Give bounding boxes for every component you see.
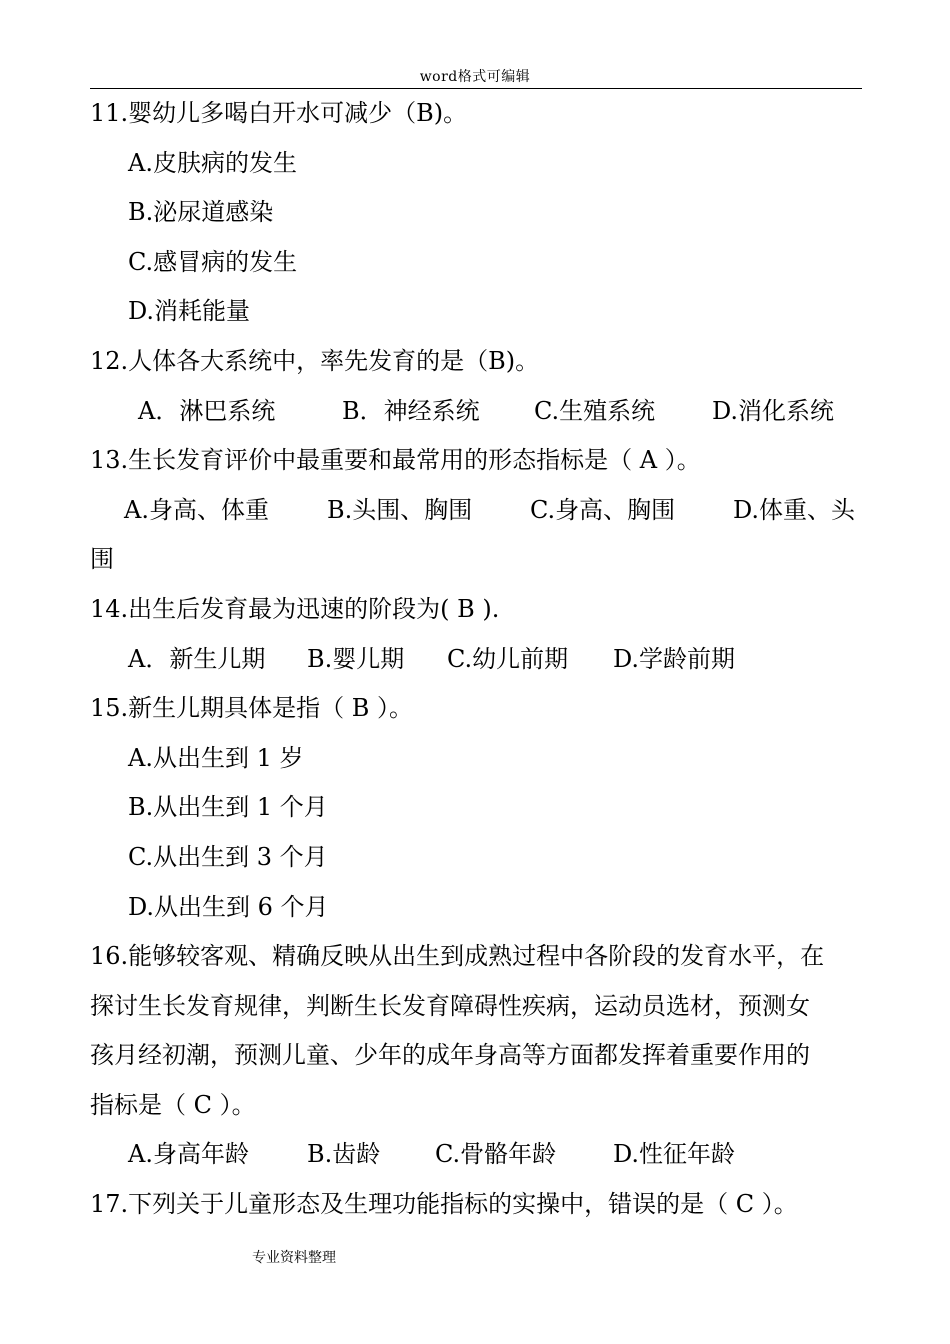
question-13-option-d-continued: 围 <box>90 545 114 574</box>
question-13-option-b: B.头围、胸围 <box>327 495 473 524</box>
question-16-options <box>90 1130 862 1180</box>
question-16-option-d: D.性征年龄 <box>613 1140 736 1169</box>
question-16-stem-line-2: 探讨生长发育规律，判断生长发育障碍性疾病，运动员选材，预测女 <box>90 991 810 1020</box>
question-13-option-a: A.身高、体重 <box>124 495 269 524</box>
question-11-option-b: B.泌尿道感染 <box>128 198 274 227</box>
question-14-options <box>90 635 862 685</box>
question-14-option-c: C.幼儿前期 <box>447 644 569 673</box>
question-11-stem: 11.婴幼儿多喝白开水可减少（B)。 <box>90 99 468 127</box>
question-15-option-c: C.从出生到 3 个月 <box>128 842 328 871</box>
question-16-stem-line-1: 16.能够较客观、精确反映从出生到成熟过程中各阶段的发育水平，在 <box>90 942 825 971</box>
question-13-option-c: C.身高、胸围 <box>530 495 676 524</box>
question-14-option-b: B.婴儿期 <box>307 644 405 673</box>
question-16-stem-line-3: 孩月经初潮，预测儿童、少年的成年身高等方面都发挥着重要作用的 <box>90 1041 810 1070</box>
question-12-option-a: A．淋巴系统 <box>138 396 276 425</box>
page-header: word格式可编辑 <box>419 69 531 85</box>
page-footer: 专业资料整理 <box>252 1250 336 1266</box>
question-12-option-c: C.生殖系统 <box>534 396 656 425</box>
question-17-stem: 17.下列关于儿童形态及生理功能指标的实操中，错误的是（ C ）。 <box>90 1190 798 1219</box>
question-13-option-d: D.体重、头 <box>733 495 856 524</box>
question-16-option-a: A.身高年龄 <box>128 1140 249 1169</box>
question-11-option-a: A.皮肤病的发生 <box>128 148 297 177</box>
question-12-options <box>90 387 862 437</box>
question-12-option-d: D.消化系统 <box>712 396 835 425</box>
question-15-option-b: B.从出生到 1 个月 <box>128 793 328 822</box>
question-12-stem: 12.人体各大系统中，率先发育的是（B)。 <box>90 346 540 375</box>
question-14-option-d: D.学龄前期 <box>613 644 736 673</box>
question-15-option-a: A.从出生到 1 岁 <box>128 743 304 772</box>
document-body <box>90 89 862 1230</box>
question-15-stem: 15.新生儿期具体是指（ B ）。 <box>90 694 414 723</box>
question-11-option-d: D.消耗能量 <box>128 297 251 326</box>
question-11-option-c: C.感冒病的发生 <box>128 247 298 276</box>
question-12-option-b: B．神经系统 <box>342 396 480 425</box>
question-16-option-b: B.齿龄 <box>307 1140 381 1169</box>
question-14-option-a: A．新生儿期 <box>128 644 266 673</box>
question-15-option-d: D.从出生到 6 个月 <box>128 892 329 921</box>
question-16-stem-line-4: 指标是（ C ）。 <box>90 1090 256 1119</box>
question-13-stem: 13.生长发育评价中最重要和最常用的形态指标是（ A ）。 <box>90 446 701 475</box>
question-13-options <box>90 486 862 536</box>
question-16-option-c: C.骨骼年龄 <box>435 1140 557 1169</box>
question-14-stem: 14.出生后发育最为迅速的阶段为( B ). <box>90 594 500 623</box>
